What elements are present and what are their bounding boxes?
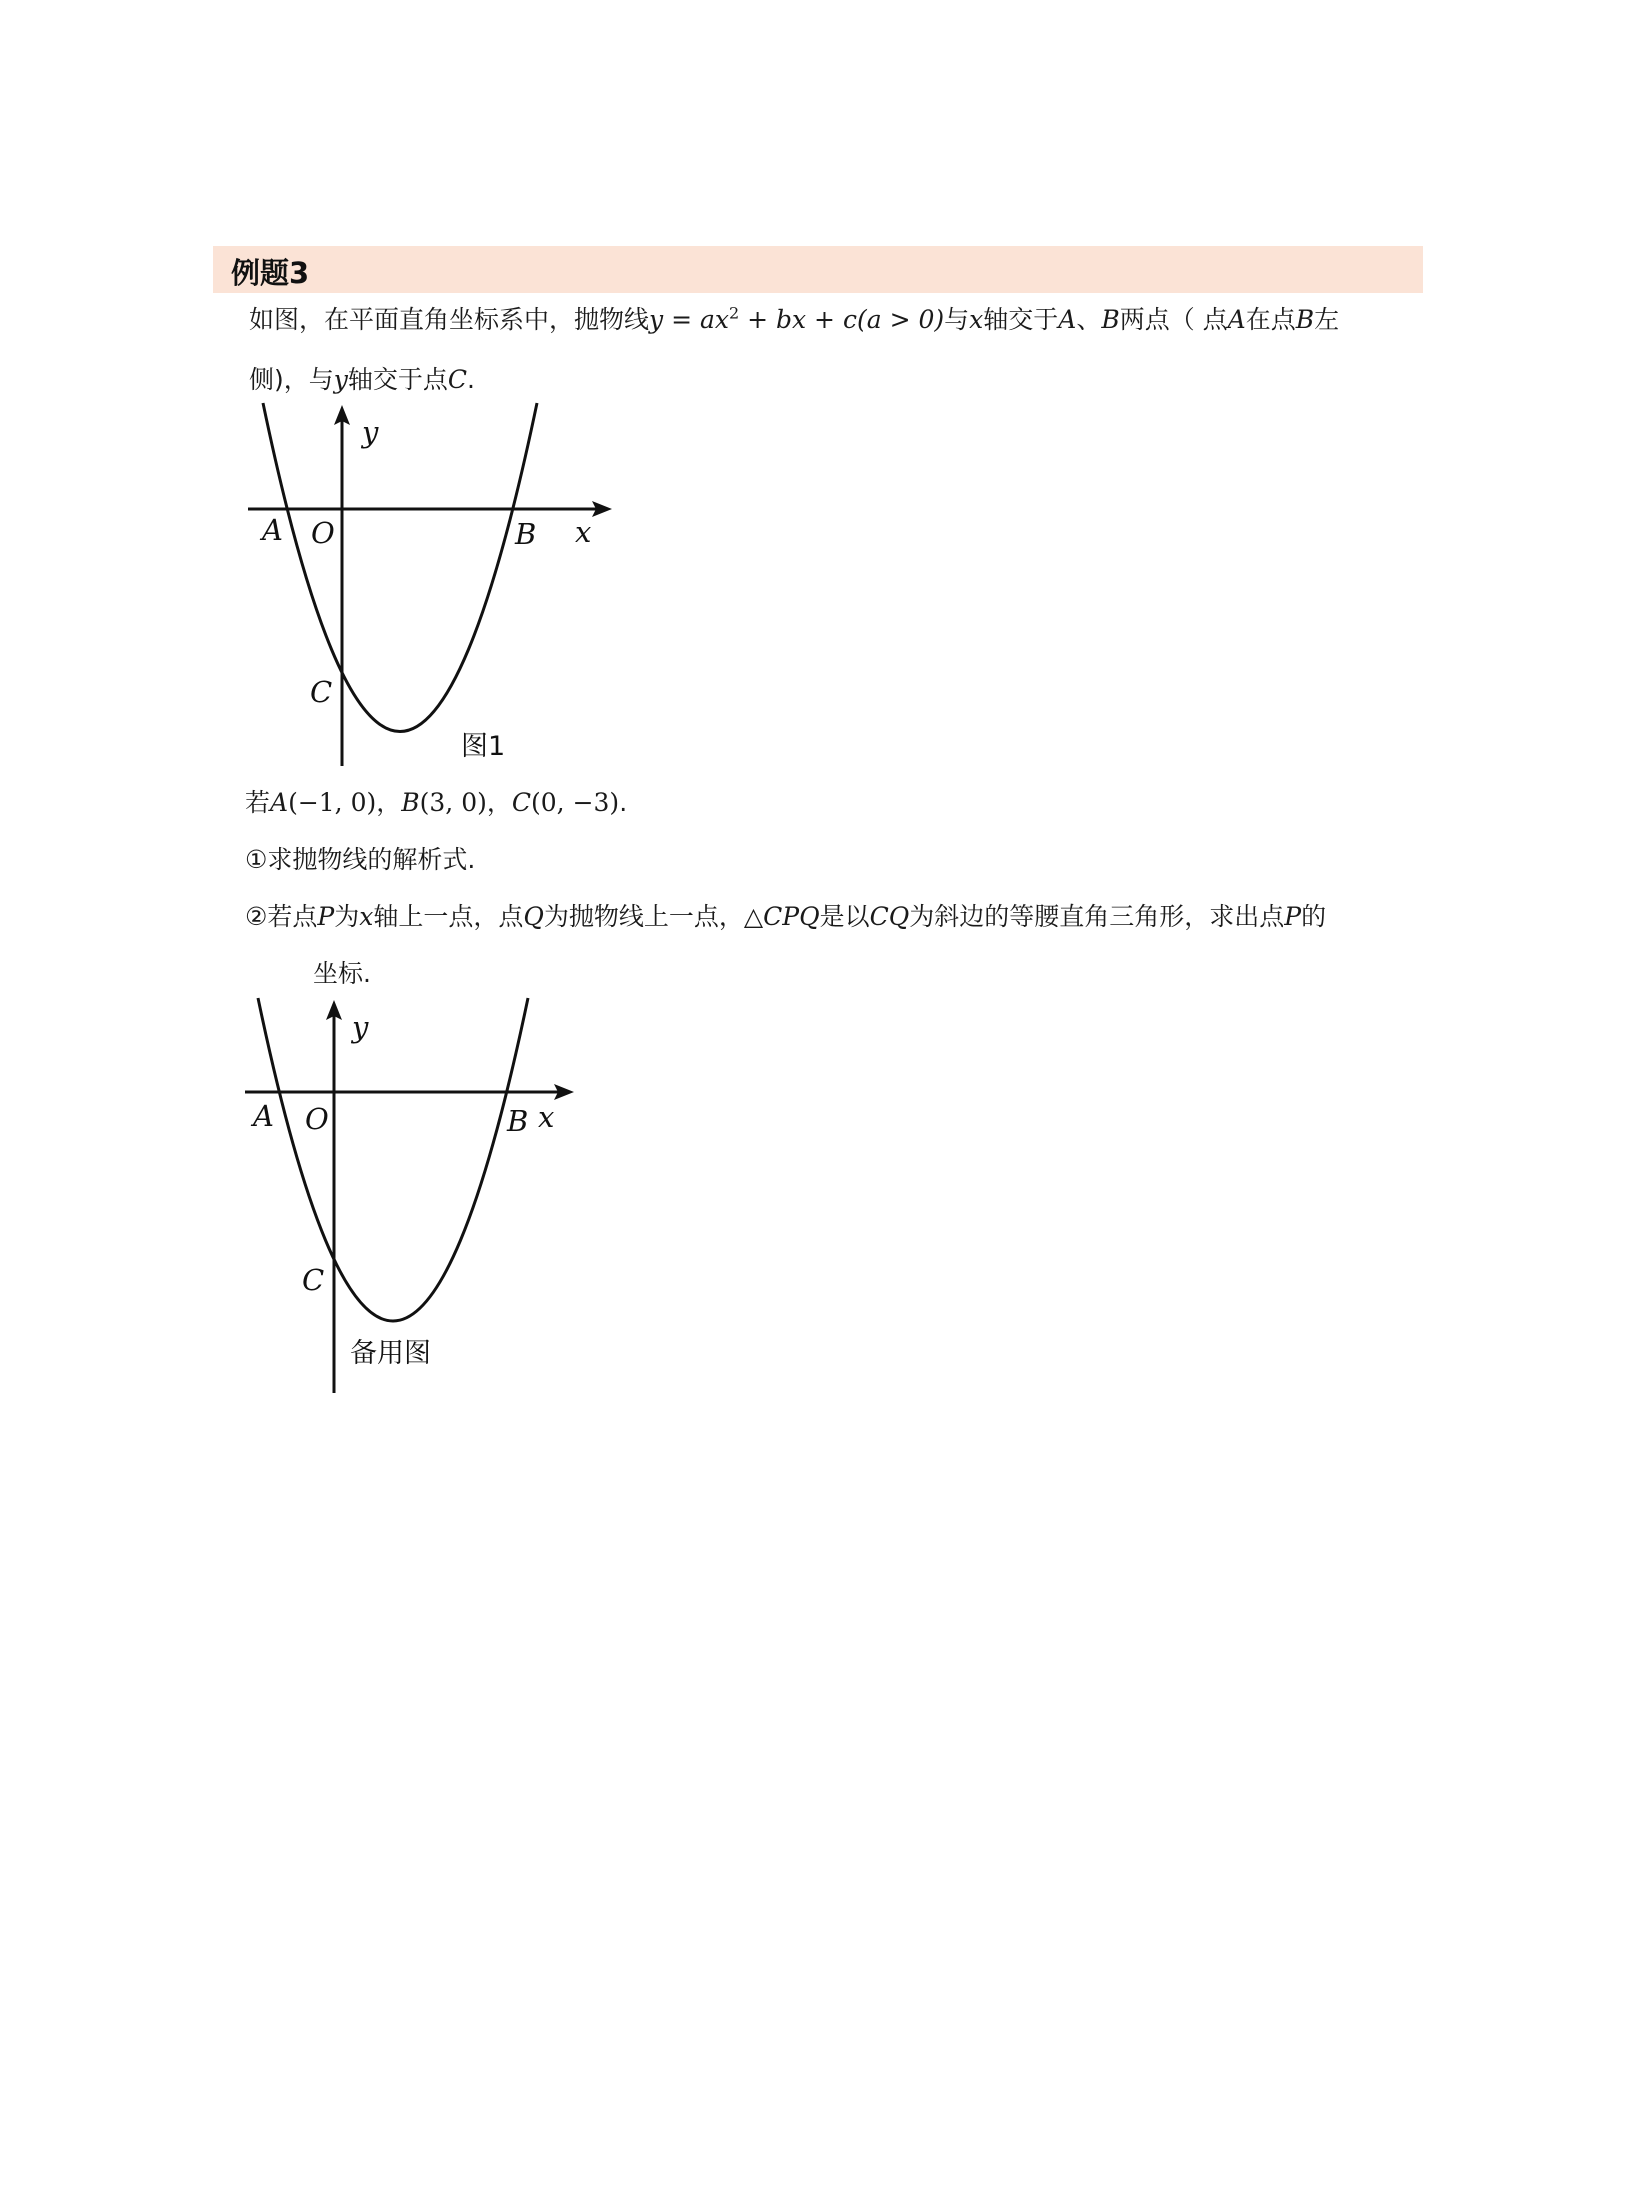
question-text: ②若点 <box>245 902 318 931</box>
problem-line-2 <box>249 360 475 396</box>
question-2-line-2: 坐标. <box>313 959 371 988</box>
equation: y = ax <box>649 305 729 334</box>
figure-2-backup-graph <box>230 990 610 1400</box>
parabola-curve <box>263 403 537 732</box>
example-title-bar <box>213 246 1423 293</box>
label-y: y <box>352 1010 369 1044</box>
point-B: B <box>1101 305 1120 334</box>
problem-text: 轴交于点 <box>347 365 448 394</box>
segment-CQ: CQ <box>869 902 910 931</box>
point-Q: Q <box>523 902 544 931</box>
question-2-line-1 <box>245 897 1326 933</box>
label-B: B <box>515 517 537 551</box>
point-C: C <box>511 788 532 817</box>
question-text: 为 <box>334 902 360 931</box>
point-A: A <box>1058 305 1077 334</box>
label-O: O <box>311 516 335 550</box>
separator: ， <box>376 788 402 817</box>
given-text: . <box>619 788 628 817</box>
label-A: A <box>253 1099 274 1133</box>
problem-text: . <box>467 365 475 394</box>
problem-text: 左 <box>1314 305 1340 334</box>
label-x: x <box>575 515 592 549</box>
point-A-coord: (−1, 0) <box>288 788 377 817</box>
figure-1-caption: 图1 <box>461 731 506 762</box>
point-B-coord: (3, 0) <box>419 788 487 817</box>
var-y: y <box>333 365 348 394</box>
problem-text: 两点（ 点 <box>1119 305 1228 334</box>
point-A: A <box>270 788 289 817</box>
equation-exponent: 2 <box>728 303 740 323</box>
problem-text: 、 <box>1076 305 1102 334</box>
point-C: C <box>447 365 468 394</box>
question-text: 的 <box>1301 902 1327 931</box>
point-A: A <box>1227 305 1246 334</box>
label-y: y <box>362 415 379 449</box>
label-C: C <box>310 675 333 709</box>
var-x: x <box>359 902 374 931</box>
equation-rest: + bx + c(a > 0) <box>739 305 945 334</box>
point-C-coord: (0, −3) <box>531 788 620 817</box>
problem-text: 侧)，与 <box>249 365 334 394</box>
problem-text: 如图，在平面直角坐标系中，抛物线 <box>249 305 650 334</box>
triangle-CPQ: CPQ <box>763 902 820 931</box>
question-text: 为斜边的等腰直角三角形，求出点 <box>909 902 1285 931</box>
figure-2-caption: 备用图 <box>350 1338 431 1369</box>
triangle-symbol: △ <box>743 902 764 931</box>
label-A: A <box>262 513 283 547</box>
question-text: 为抛物线上一点， <box>543 902 744 931</box>
problem-text: 轴交于 <box>983 305 1059 334</box>
question-1: ①求抛物线的解析式. <box>245 845 476 874</box>
problem-text: 在点 <box>1245 305 1296 334</box>
figure-1-parabola-graph <box>230 395 630 775</box>
label-x: x <box>538 1100 555 1134</box>
parabola-curve <box>258 998 528 1321</box>
given-points <box>245 783 627 819</box>
separator: ， <box>486 788 512 817</box>
question-text: 是以 <box>819 902 870 931</box>
var-x: x <box>969 305 984 334</box>
problem-line-1 <box>249 300 1339 336</box>
question-text: 轴上一点，点 <box>373 902 524 931</box>
problem-text: 与 <box>944 305 970 334</box>
label-B: B <box>507 1104 529 1138</box>
point-P: P <box>317 902 335 931</box>
label-C: C <box>302 1263 325 1297</box>
point-B: B <box>401 788 420 817</box>
given-text: 若 <box>245 788 271 817</box>
point-P: P <box>1284 902 1302 931</box>
point-B: B <box>1295 305 1315 334</box>
example-title: 例题3 <box>231 256 310 290</box>
label-O: O <box>305 1102 329 1136</box>
